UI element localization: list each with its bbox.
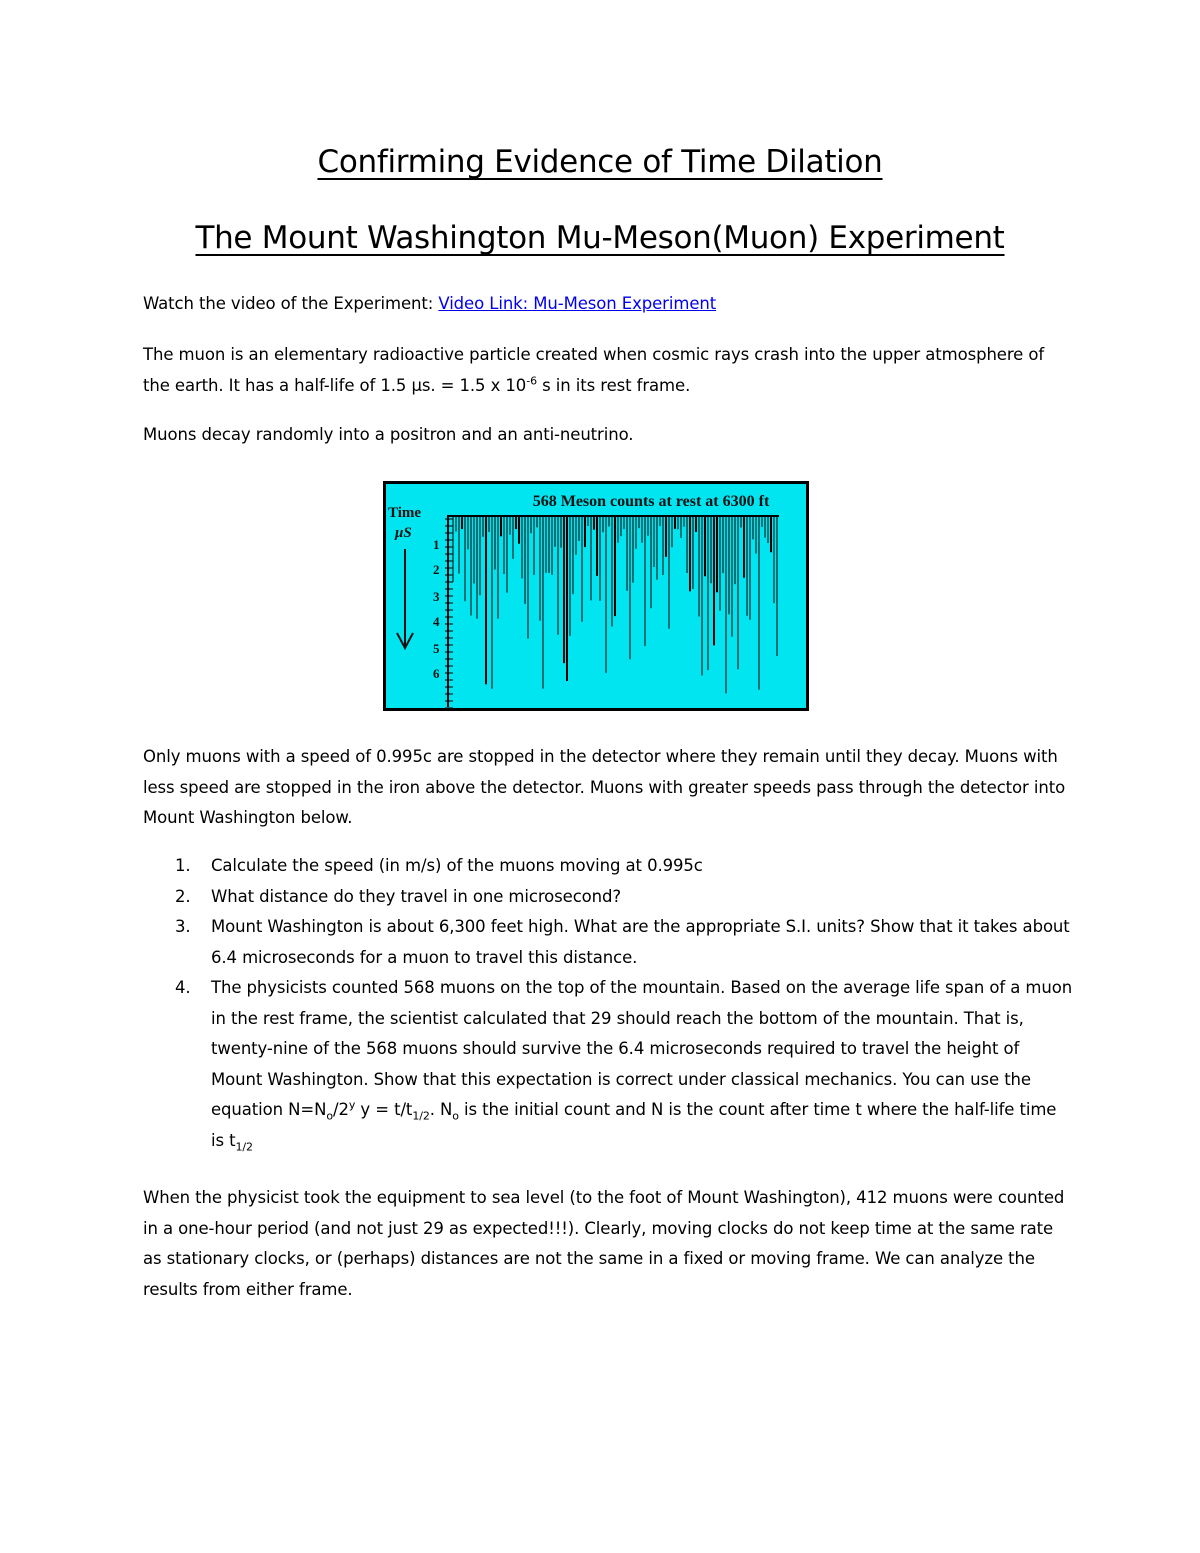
question-number: 2.	[175, 886, 191, 906]
tick-label: 5	[433, 641, 440, 656]
watch-prefix: Watch the video of the Experiment:	[143, 294, 439, 313]
figure-title: 568 Meson counts at rest at 6300 ft	[532, 493, 770, 510]
muon-text-a: The muon is an elementary radioactive particle created when cosmic rays crash into the upper atmosphere of the earth. It has a half-life of 1.5 μs. = 1.5 x 10	[143, 345, 1045, 395]
tick-label: 1	[433, 537, 440, 552]
subscript-half: 1/2	[412, 1109, 430, 1123]
muon-text-b: s in its rest frame.	[536, 375, 691, 395]
meson-figure	[383, 481, 809, 711]
superscript-y: y	[348, 1098, 356, 1112]
question-item	[143, 851, 1073, 882]
equation-mid: . N	[429, 1100, 453, 1119]
tick-label: 6	[433, 666, 440, 681]
page-title: Confirming Evidence of Time Dilation	[317, 144, 883, 180]
subscript-half-2: 1/2	[235, 1139, 253, 1153]
question-item	[143, 973, 1073, 1156]
video-link[interactable]: Video Link: Mu-Meson Experiment	[438, 294, 717, 313]
axis-label-unit: μS	[395, 525, 412, 541]
tick-label: 4	[433, 614, 440, 629]
axis-label-time: Time	[388, 505, 422, 521]
question-number: 1.	[175, 856, 191, 875]
detector-paragraph: Only muons with a speed of 0.995c are stopped in the detector where they remain until they decay. Muons with less speed are stopped in the iron above the detector. Muons with greater speeds pass through the detector into Mount Washington below.	[143, 747, 1066, 827]
equation-y: y = t/t	[355, 1100, 413, 1119]
question-number: 3.	[175, 917, 191, 936]
sea-level-paragraph: When the physicist took the equipment to sea level (to the foot of Mount Washington), 412 muons were counted in a one-hour period (and not just 29 as expected!!!). Clearly, moving clocks do not keep time at the same rate as stationary clocks, or (perhaps) distances are not the same in a fixed or moving frame. We can analyze the results from either frame.	[143, 1188, 1065, 1299]
question-text: Mount Washington is about 6,300 feet high. What are the appropriate S.I. units? Show that it takes about 6.4 microseconds for a muon to travel this distance.	[211, 917, 1070, 967]
question-text: Calculate the speed (in m/s) of the muons moving at 0.995c	[211, 856, 703, 875]
question-item	[143, 882, 1073, 913]
muon-intro-paragraph	[143, 340, 1073, 401]
muon-exponent: -6	[526, 374, 537, 387]
decay-paragraph: Muons decay randomly into a positron and an anti-neutrino.	[143, 425, 634, 444]
questions-list	[143, 851, 1073, 1156]
page-subtitle: The Mount Washington Mu-Meson(Muon) Experiment	[195, 220, 1005, 256]
question-text: The physicists counted 568 muons on the top of the mountain. Based on the average life span of a muon in the rest frame, the scientist calculated that 29 should reach the bottom of the mountain. That is, twenty-nine of the 568 muons should survive the 6.4 microseconds required to travel the height of Mount Washington. Show that this expectation is correct under classical mechanics. You can use the equation N=N	[211, 978, 1073, 1119]
tick-label: 2	[433, 562, 440, 577]
equation-tail: is the initial count and N is the count after time t where the half-life time is t	[211, 1100, 1057, 1150]
tick-label: 3	[433, 589, 440, 604]
question-number: 4.	[175, 978, 191, 997]
subscript-o: o	[326, 1109, 333, 1123]
watch-paragraph	[143, 289, 1073, 320]
question-text: What distance do they travel in one microsecond?	[211, 886, 622, 906]
meson-count-image	[383, 481, 809, 711]
question-item	[143, 912, 1073, 973]
subscript-o-2: o	[452, 1109, 459, 1123]
equation-slash: /2	[333, 1100, 349, 1119]
